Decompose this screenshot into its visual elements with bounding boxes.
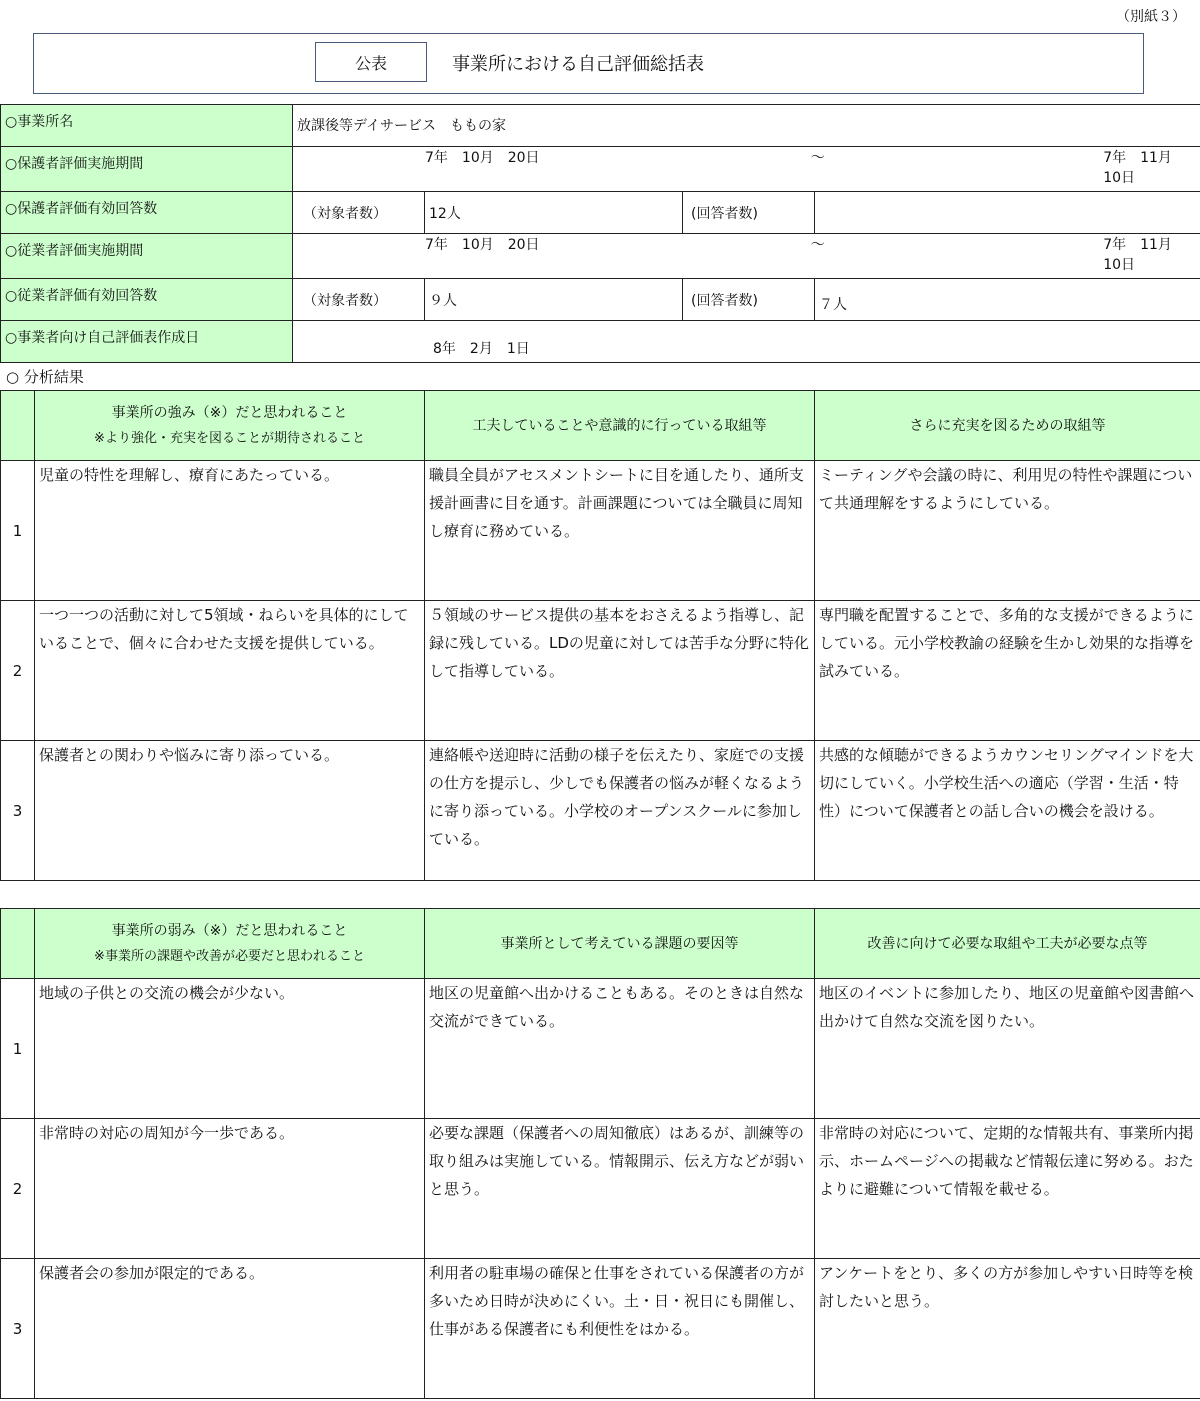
analysis-title: ○ 分析結果 <box>6 368 84 386</box>
period-separator: ～ <box>810 150 825 166</box>
row-number: 1 <box>1 979 35 1119</box>
weaknesses-header-row <box>1 909 1200 979</box>
weakness-cause: 利用者の駐車場の確保と仕事をされている保護者の方が多いため日時が決めにくい。土・日・祝日にも開催し、仕事がある保護者にも利便性をはかる。 <box>425 1259 815 1399</box>
staff-period-row <box>1 234 1200 279</box>
parent-respondent-label: (回答者数) <box>683 192 815 234</box>
parent-count-row <box>1 192 1200 234</box>
title-box <box>33 33 1144 94</box>
parent-respondent-value <box>815 192 1200 234</box>
strength-text: 児童の特性を理解し、療育にあたっている。 <box>35 461 425 601</box>
strengths-header-1-main: 事業所の強み（※）だと思われること <box>111 404 348 421</box>
facility-label: ○事業所名 <box>1 105 293 147</box>
weakness-text: 保護者会の参加が限定的である。 <box>35 1259 425 1399</box>
annex-label: （別紙３） <box>1116 9 1186 25</box>
table-row <box>1 979 1200 1119</box>
weakness-cause: 地区の児童館へ出かけることもある。そのときは自然な交流ができている。 <box>425 979 815 1119</box>
parent-period-label: ○保護者評価実施期間 <box>1 147 293 192</box>
row-number: 3 <box>1 1259 35 1399</box>
weaknesses-header-1-main: 事業所の弱み（※）だと思われること <box>111 922 348 939</box>
row-number: 1 <box>1 461 35 601</box>
parent-target-label: （対象者数） <box>293 192 425 234</box>
weaknesses-header-1-sub: ※事業所の課題や改善が必要だと思われること <box>94 948 365 964</box>
weakness-improvement: 地区のイベントに参加したり、地区の児童館や図書館へ出かけて自然な交流を図りたい。 <box>815 979 1200 1119</box>
header-blank <box>1 909 35 979</box>
facility-row <box>1 105 1200 147</box>
facility-info-table <box>0 104 1200 363</box>
weakness-text: 地域の子供との交流の機会が少ない。 <box>35 979 425 1119</box>
strength-improvement: 共感的な傾聴ができるようカウンセリングマインドを大切にしていく。小学校生活への適応（学習・生活・特性）について保護者との話し合いの機会を設ける。 <box>815 741 1200 881</box>
strengths-header-3: さらに充実を図るための取組等 <box>815 391 1200 461</box>
row-number: 2 <box>1 601 35 741</box>
weakness-improvement: アンケートをとり、多くの方が参加しやすい日時等を検討したいと思う。 <box>815 1259 1200 1399</box>
row-number: 2 <box>1 1119 35 1259</box>
parent-period-value <box>293 147 1200 192</box>
table-row <box>1 741 1200 881</box>
strength-effort: 連絡帳や送迎時に活動の様子を伝えたり、家庭での支援の仕方を提示し、少しでも保護者の悩みが軽くなるように寄り添っている。小学校のオープンスクールに参加している。 <box>425 741 815 881</box>
strengths-header-1-sub: ※より強化・充実を図ることが期待されること <box>94 430 365 446</box>
strengths-header-row <box>1 391 1200 461</box>
header-blank <box>1 391 35 461</box>
weaknesses-header-2: 事業所として考えている課題の要因等 <box>425 909 815 979</box>
strengths-header-2: 工夫していることや意識的に行っている取組等 <box>425 391 815 461</box>
parent-period-start: 7年 10月 20日 <box>425 150 540 166</box>
strength-improvement: ミーティングや会議の時に、利用児の特性や課題について共通理解をするようにしている。 <box>815 461 1200 601</box>
facility-name: 放課後等デイサービス ももの家 <box>293 105 1200 147</box>
weakness-cause: 必要な課題（保護者への周知徹底）はあるが、訓練等の取り組みは実施している。情報開示、伝え方などが弱いと思う。 <box>425 1119 815 1259</box>
staff-target-value: ９人 <box>425 279 683 321</box>
parent-period-end: 7年 11月 10日 <box>1103 150 1186 186</box>
strength-text: 一つ一つの活動に対して5領域・ねらいを具体的にしていることで、個々に合わせた支援を提供している。 <box>35 601 425 741</box>
weaknesses-header-1 <box>35 909 425 979</box>
parent-target-value: 12人 <box>425 192 683 234</box>
table-row <box>1 461 1200 601</box>
created-row <box>1 321 1200 363</box>
strengths-header-1 <box>35 391 425 461</box>
weaknesses-header-3: 改善に向けて必要な取組や工夫が必要な点等 <box>815 909 1200 979</box>
staff-count-label: ○従業者評価有効回答数 <box>1 279 293 321</box>
row-number: 3 <box>1 741 35 881</box>
strength-effort: 職員全員がアセスメントシートに目を通したり、通所支援計画書に目を通す。計画課題については全職員に周知し療育に務めている。 <box>425 461 815 601</box>
period-separator-2: ～ <box>810 237 825 253</box>
strengths-table <box>0 390 1200 881</box>
staff-period-value <box>293 234 1200 279</box>
weakness-text: 非常時の対応の周知が今一歩である。 <box>35 1119 425 1259</box>
strength-text: 保護者との関わりや悩みに寄り添っている。 <box>35 741 425 881</box>
staff-count-row <box>1 279 1200 321</box>
strength-effort: ５領域のサービス提供の基本をおさえるよう指導し、記録に残している。LDの児童に対しては苦手な分野に特化して指導している。 <box>425 601 815 741</box>
strength-improvement: 専門職を配置することで、多角的な支援ができるようにしている。元小学校教諭の経験を生かし効果的な指導を試みている。 <box>815 601 1200 741</box>
staff-respondent-value: ７人 <box>815 279 1200 321</box>
staff-target-label: （対象者数） <box>293 279 425 321</box>
weaknesses-table <box>0 908 1200 1399</box>
parent-period-row <box>1 147 1200 192</box>
table-row <box>1 601 1200 741</box>
staff-period-end: 7年 11月 10日 <box>1103 237 1186 273</box>
created-label: ○事業者向け自己評価表作成日 <box>1 321 293 363</box>
public-badge: 公表 <box>315 42 427 82</box>
table-row <box>1 1259 1200 1399</box>
page-title: 事業所における自己評価総括表 <box>452 54 704 75</box>
table-row <box>1 1119 1200 1259</box>
staff-period-start: 7年 10月 20日 <box>425 237 540 253</box>
weakness-improvement: 非常時の対応について、定期的な情報共有、事業所内掲示、ホームページへの掲載など情報伝達に努める。おたよりに避難について情報を載せる。 <box>815 1119 1200 1259</box>
created-date: 8年 2月 1日 <box>293 321 1200 363</box>
parent-count-label: ○保護者評価有効回答数 <box>1 192 293 234</box>
staff-period-label: ○従業者評価実施期間 <box>1 234 293 279</box>
staff-respondent-label: (回答者数) <box>683 279 815 321</box>
